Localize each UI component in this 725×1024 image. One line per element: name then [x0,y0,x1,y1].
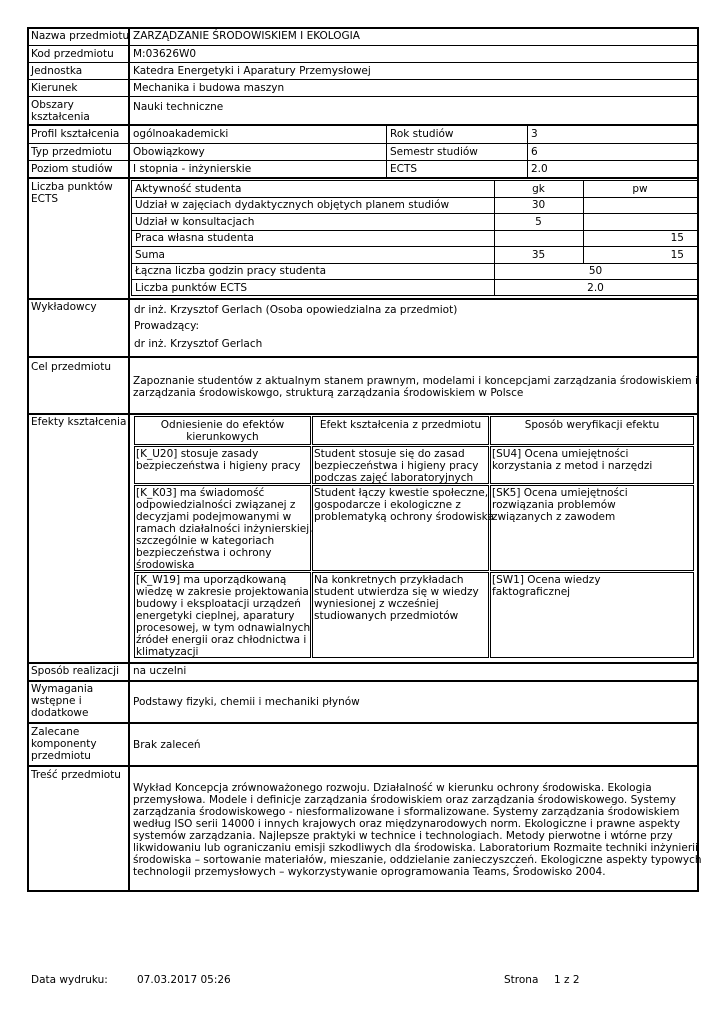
label-efekty: Efekty kształcenia [31,416,127,428]
ects-total-points-label: Liczba punktów ECTS [135,282,248,294]
footer-print-date: 07.03.2017 05:26 [137,974,231,986]
label-poziom: Poziom studiów [31,163,113,175]
label-kierunek: Kierunek [31,82,78,94]
tresc-line: zarządzania środowiskowego - niesformalizowane i sformalizowane. Systemy zarządzania środowiskiem [133,806,680,818]
ects-header-gk: gk [532,183,545,195]
ects-row-activity: Udział w konsultacjach [135,216,255,228]
efekty-effect-line: podczas zajęć laboratoryjnych [314,472,474,484]
efekty-verify-line: [SW1] Ocena wiedzy [492,574,601,586]
efekty-ref-line: środowiska [136,559,195,571]
footer-page-number: 1 z 2 [554,974,580,986]
value-kod: M:03626W0 [133,48,197,60]
value-profil: ogólnoakademicki [133,128,229,140]
wykladowcy-line: dr inż. Krzysztof Gerlach [134,338,263,350]
efekty-header-ref: kierunkowych [186,431,259,443]
label-nazwa: Nazwa przedmiotu [31,30,130,42]
value-wymagania: Podstawy fizyki, chemii i mechaniki płynów [133,696,360,708]
efekty-effect-line: bezpieczeństwa i higieny pracy [314,460,479,472]
efekty-ref-line: [K_W19] ma uporządkowaną [136,574,287,586]
efekty-ref-line: budowy i eksploatacji urządzeń [136,598,301,610]
efekty-effect-line: problematyką ochrony środowiska [314,511,495,523]
label-typ: Typ przedmiotu [31,146,112,158]
ects-row-pw: 15 [670,232,684,244]
efekty-verify-line: korzystania z metod i narzędzi [492,460,653,472]
value-ects: 2.0 [531,163,548,175]
efekty-verify-line: związanych z zawodem [492,511,616,523]
ects-total-hours-label: Łączna liczba godzin pracy studenta [135,265,327,277]
label-rok: Rok studiów [390,128,454,140]
ects-total-hours-value: 50 [588,265,603,277]
efekty-effect-line: studiowanych przedmiotów [314,610,459,622]
value-semestr: 6 [531,146,538,158]
label-wymagania: Wymagania [31,683,94,695]
efekty-ref-line: szczególnie w kategoriach [136,535,275,547]
ects-row-pw: 15 [670,249,684,261]
efekty-ref-line: decyzjami podejmowanymi w [136,511,292,523]
efekty-verify-line: rozwiązania problemów [492,499,616,511]
cel-line: zarządzania środowiskowgo, strukturą zarządzania środowiskiem w Polsce [133,387,524,399]
tresc-line: systemów zarządzania. Najlepsze praktyki w technice i technologiach. Metody pierwotne i wtórne przy [133,830,673,842]
label-profil: Profil kształcenia [31,128,120,140]
value-nazwa: ZARZĄDZANIE ŚRODOWISKIEM I EKOLOGIA [133,30,360,42]
label-zalecane: komponenty [31,738,97,750]
label-ects: ECTS [390,163,418,175]
efekty-ref-line: wiedzę w zakresie projektowania [136,586,309,598]
label-kod: Kod przedmiotu [31,48,114,60]
label-tresc: Treść przedmiotu [31,769,121,781]
efekty-verify-line: [SK5] Ocena umiejętności [492,487,628,499]
tresc-line: przemysłowa. Modele i definicje zarządzania środowiskiem oraz zarządzania środowiskowego. Systemy [133,794,676,806]
label-wykladowcy: Wykładowcy [31,301,97,313]
efekty-effect-line: wyniesionej z wcześniej [314,598,439,610]
ects-row-gk: 35 [531,249,546,261]
label-ects-points-1: Liczba punktów [31,181,113,193]
efekty-effect-line: gospodarcze i ekologiczne z [314,499,461,511]
tresc-line: według ISO serii 14000 i innych krajowych oraz międzynarodowych norm. Ekologiczne i prawne aspekty [133,818,681,830]
value-poziom: I stopnia - inżynierskie [133,163,252,175]
tresc-line: środowiska – sortowanie materiałów, mieszanie, oddzielanie zanieczyszczeń. Ekologiczne aspekty typowych [133,854,702,866]
efekty-ref-line: procesowej, w tym odnawialnych [136,622,311,634]
tresc-line: Wykład Koncepcja zrównoważonego rozwoju. Działalność w kierunku ochrony środowiska. Ekologia [133,782,652,794]
label-wymagania: dodatkowe [31,707,89,719]
efekty-ref-line: odpowiedzialności związanej z [136,499,296,511]
label-zalecane: Zalecane [31,726,80,738]
value-obszary: Nauki techniczne [133,101,224,113]
efekty-verify-line: [SU4] Ocena umiejętności [492,448,629,460]
efekty-ref-line: klimatyzacji [136,646,199,658]
label-ects-points-2: ECTS [31,193,59,205]
value-zalecane: Brak zaleceń [133,739,201,751]
efekty-effect-line: Student łączy kwestie społeczne, [314,487,489,499]
ects-header-activity: Aktywność studenta [135,183,242,195]
label-cel: Cel przedmiotu [31,361,112,373]
label-zalecane: przedmiotu [31,750,91,762]
efekty-effect-line: Student stosuje się do zasad [314,448,465,460]
footer-page-label: Strona [504,974,539,986]
value-typ: Obowiązkowy [133,146,205,158]
ects-row-activity: Suma [135,249,165,261]
ects-row-activity: Udział w zajęciach dydaktycznych objętych planem studiów [135,199,450,211]
wykladowcy-line: dr inż. Krzysztof Gerlach (Osoba opowiedzialna za przedmiot) [134,304,458,316]
value-rok: 3 [531,128,538,140]
label-obszary-1: Obszary [31,99,74,111]
label-sposob: Sposób realizacji [31,665,120,677]
cel-line: Zapoznanie studentów z aktualnym stanem prawnym, modelami i koncepcjami zarządzania środowiskiem i [133,375,698,387]
efekty-effect-line: Na konkretnych przykładach [314,574,464,586]
footer-print-label: Data wydruku: [31,974,108,986]
efekty-ref-line: bezpieczeństwa i higieny pracy [136,460,301,472]
value-jednostka: Katedra Energetyki i Aparatury Przemysłowej [133,65,371,77]
efekty-ref-line: bezpieczeństwa i ochrony [136,547,272,559]
efekty-ref-line: [K_K03] ma świadomość [136,487,265,499]
tresc-line: technologii przemysłowych – wykorzystywanie oprogramowania Teams, Środowisko 2004. [133,866,606,878]
value-sposob: na uczelni [133,665,187,677]
label-obszary-2: kształcenia [31,111,90,123]
efekty-header-verify: Sposób weryfikacji efektu [524,419,660,431]
label-jednostka: Jednostka [31,65,83,77]
label-wymagania: wstępne i [31,695,82,707]
efekty-effect-line: student utwierdza się w wiedzy [314,586,479,598]
tresc-line: likwidowaniu lub ograniczaniu emisji szkodliwych dla środowiska. Laboratorium Rozmaite techniki inżynierii [133,842,698,854]
value-kierunek: Mechanika i budowa maszyn [133,82,285,94]
efekty-header-effect: Efekt kształcenia z przedmiotu [319,419,482,431]
wykladowcy-line: Prowadzący: [134,320,200,332]
efekty-ref-line: [K_U20] stosuje zasady [136,448,259,460]
efekty-ref-line: źródeł energii oraz chłodnictwa i [136,634,307,646]
ects-header-pw: pw [632,183,648,195]
efekty-ref-line: ramach działalności inżynierskiej, [136,523,313,535]
ects-row-gk: 5 [535,216,542,228]
ects-row-gk: 30 [531,199,546,211]
ects-row-activity: Praca własna studenta [135,232,254,244]
efekty-ref-line: energetyki cieplnej, aparatury [136,610,295,622]
ects-total-points-value: 2.0 [587,282,604,294]
label-semestr: Semestr studiów [390,146,478,158]
efekty-verify-line: faktograficznej [492,586,571,598]
efekty-header-ref: Odniesienie do efektów [160,419,285,431]
